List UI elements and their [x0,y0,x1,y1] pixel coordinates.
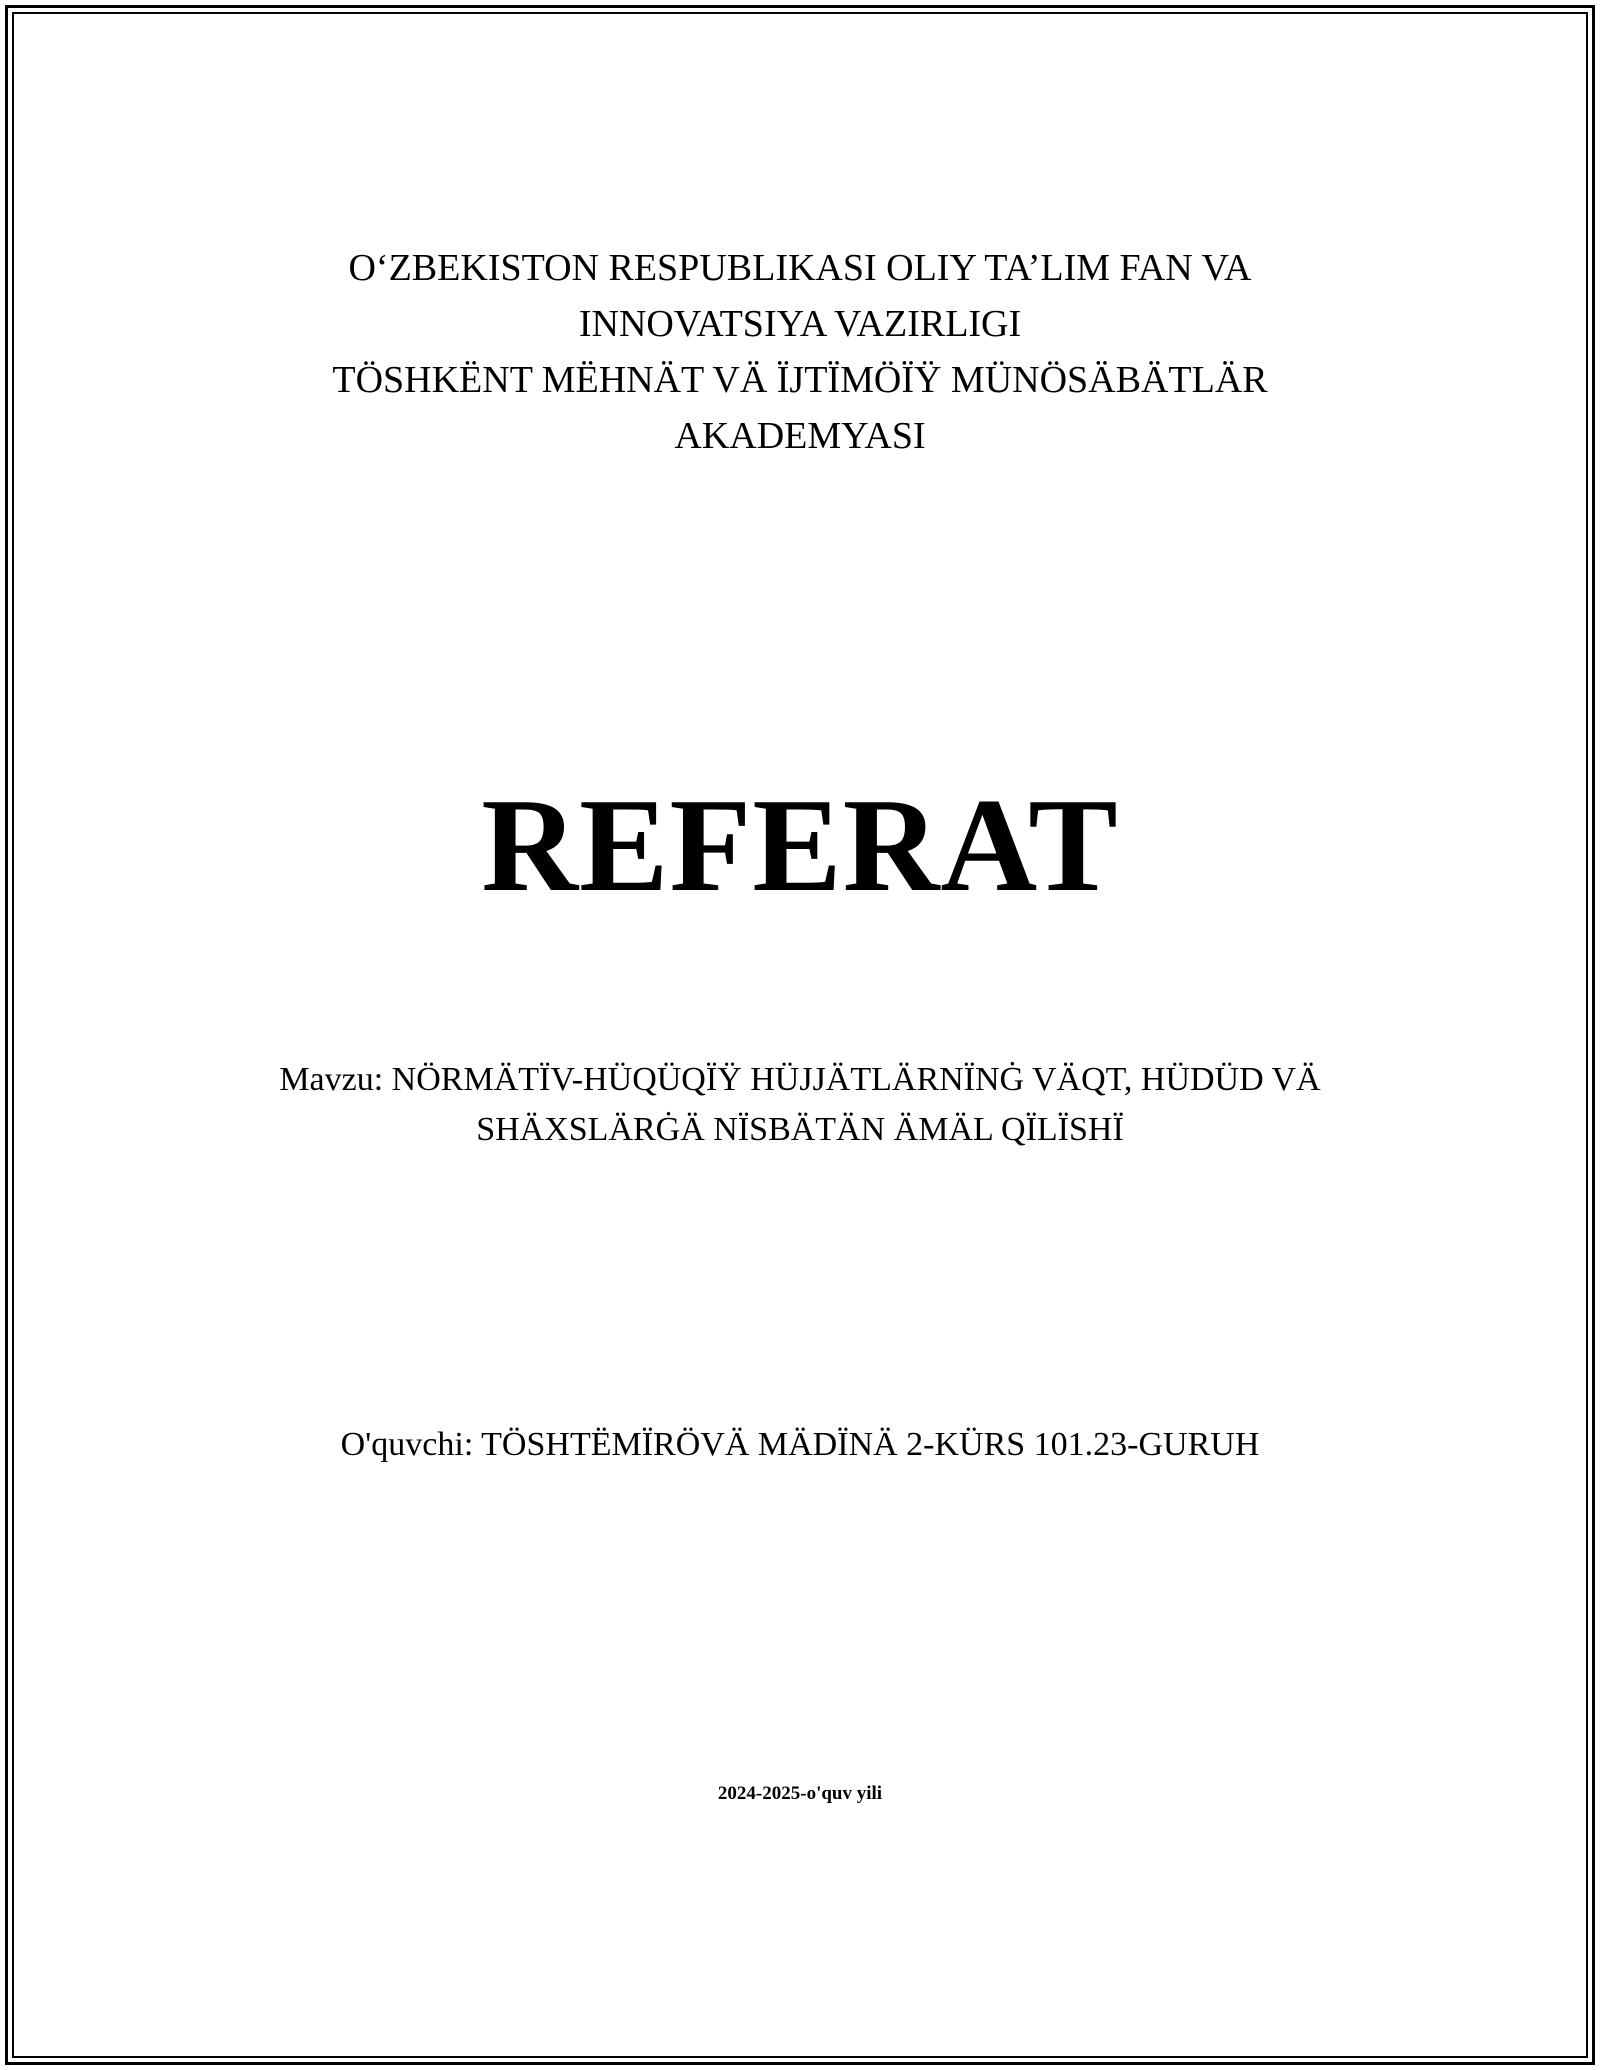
header-line-1: O‘ZBEKISTON RESPUBLIKASI OLIY TA’LIM FAN VA [348,247,1252,289]
document-title: REFERAT [481,771,1119,919]
header-line-3: TÖSHKËNT MËHNÄT VÄ ÏJTÏMÖÏŸ MÜNÖSÄBÄTLÄR [332,359,1268,401]
header-line-2: INNOVATSIYA VAZIRLIGI [578,303,1022,345]
student-info: O'quvchi: TÖSHTËMÏRÖVÄ MÄDÏNÄ 2-KÜRS 101.23-GURUH [340,1426,1260,1463]
topic-line-2: SHÄXSLÄRĠÄ NÏSBÄTÄN ÄMÄL QÏLÏSHÏ [476,1111,1124,1148]
academic-year: 2024-2025-o'quv yili [717,1783,883,1804]
header-line-4: AKADEMYASI [674,415,926,457]
topic-block [0,1055,1600,1155]
institution-header [0,240,1600,464]
topic-line-1: Mavzu: NÖRMÄTÏV-HÜQÜQÏŸ HÜJJÄTLÄRNÏNĠ VÄQT, HÜDÜD VÄ [279,1061,1321,1098]
